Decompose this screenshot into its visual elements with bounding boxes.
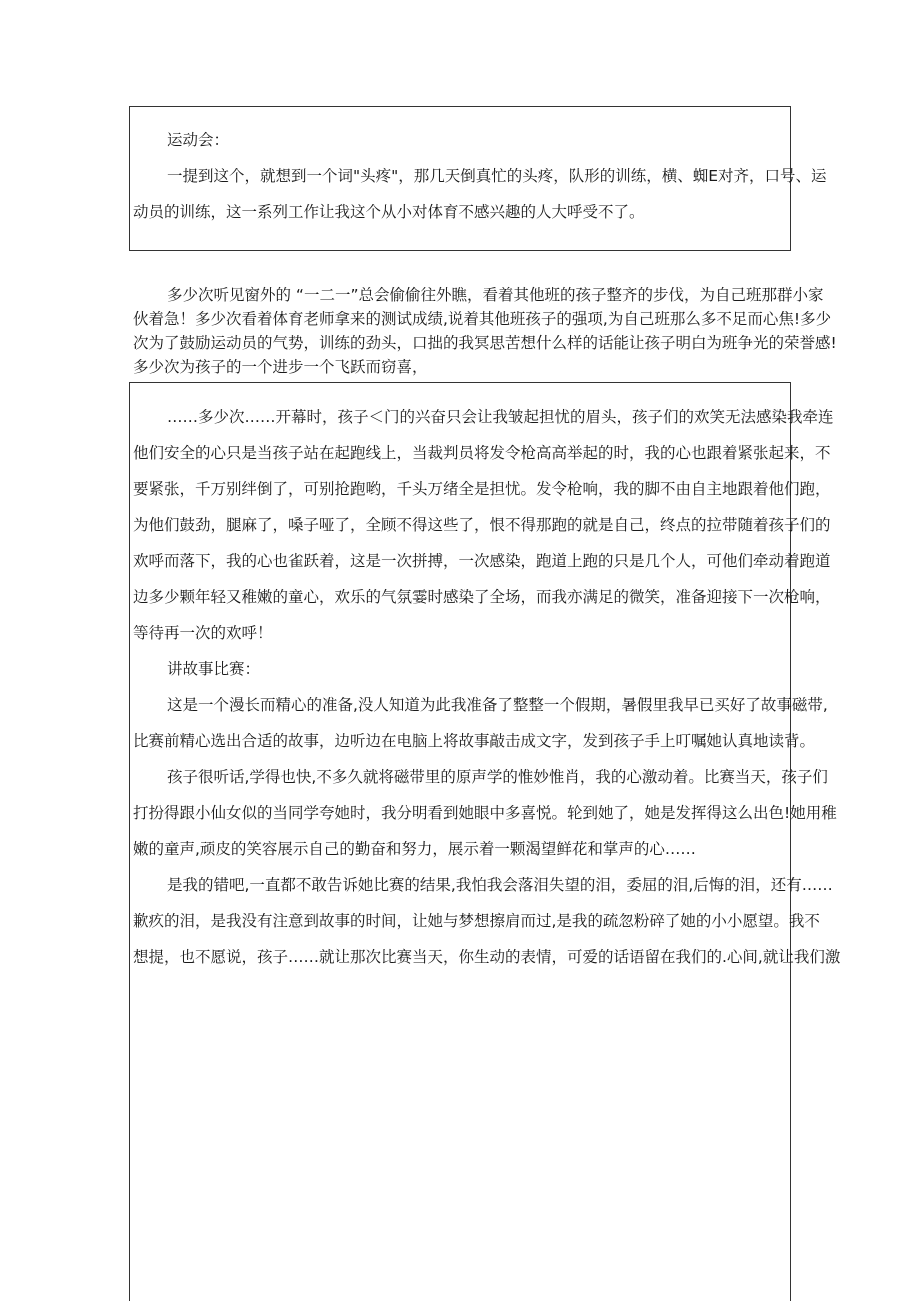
- story-line: 歉疚的泪，是我没有注意到故事的时间，让她与梦想擦肩而过,是我的疏忽粉碎了她的小小愿望。我不: [133, 912, 820, 930]
- section3-line: 他们安全的心只是当孩子站在起跑线上，当裁判员将发令枪高高举起的时，我的心也跟着紧张起来，不: [133, 444, 831, 462]
- section3-line: 边多少颗年轻又稚嫩的童心，欢乐的气氛霎时感染了全场，而我亦满足的微笑，准备迎接下一次枪响，: [133, 588, 831, 606]
- story-line: 打扮得跟小仙女似的当同学夸她时，我分明看到她眼中多喜悦。轮到她了，她是发挥得这么出色!她用稚: [133, 804, 837, 822]
- story-heading: 讲故事比赛：: [167, 660, 261, 678]
- section2-line: 多少次听见窗外的 “一二一”总会偷偷往外瞧，看着其他班的孩子整齐的步伐，为自己班那群小家: [167, 286, 824, 304]
- section2-line: 伙着急！多少次看着体育老师拿来的测试成绩,说着其他班孩子的强项,为自己班那么多不足而心焦!多少: [133, 310, 832, 328]
- section3-line: ……多少次……开幕时，孩子＜门的兴奋只会让我皱起担忧的眉头，孩子们的欢笑无法感染我牵连: [167, 408, 834, 426]
- section3-line: 等待再一次的欢呼！: [133, 624, 273, 642]
- story-line: 比赛前精心选出合适的故事，边听边在电脑上将故事敲击成文字，发到孩子手上叮嘱她认真地读背。: [133, 732, 816, 750]
- section2-text: [133, 283, 837, 379]
- section1-line: 一提到这个，就想到一个词"头疼"，那几天倒真忙的头疼，队形的训练，横、蜘E对齐，口号、运: [167, 167, 827, 185]
- section1-text: [133, 122, 827, 230]
- section1-line: 动员的训练，这一系列工作让我这个从小对体育不感兴趣的人大呼受不了。: [133, 203, 645, 221]
- story-line: 这是一个漫长而精心的准备,没人知道为此我准备了整整一个假期，暑假里我早已买好了故事磁带,: [167, 696, 828, 714]
- section3-line: 要紧张，千万别绊倒了，可别抢跑哟，千头万绪全是担忧。发令枪响，我的脚不由自主地跟着他们跑，: [133, 480, 831, 498]
- section1-heading: 运动会：: [167, 131, 230, 149]
- story-line: 想提，也不愿说，孩子……就让那次比赛当天，你生动的表情，可爱的话语留在我们的.心间,就让我们激: [133, 948, 841, 966]
- story-line: 是我的错吧,一直都不敢告诉她比赛的结果,我怕我会落泪失望的泪，委屈的泪,后悔的泪，还有……: [167, 876, 833, 894]
- section3-line: 欢呼而落下，我的心也雀跃着，这是一次拼搏，一次感染，跑道上跑的只是几个人，可他们牵动着跑道: [133, 552, 831, 570]
- story-line: 嫩的童声,顽皮的笑容展示自己的勤奋和努力，展示着一颗渴望鲜花和掌声的心……: [133, 840, 696, 858]
- section2-line: 次为了鼓励运动员的气势，训练的劲头，口拙的我冥思苦想什么样的话能让孩子明白为班争光的荣誉感!: [133, 334, 837, 352]
- story-line: 孩子很听话,学得也快,不多久就将磁带里的原声学的惟妙惟肖，我的心激动着。比赛当天，孩子们: [167, 768, 828, 786]
- section2-line: 多少次为孩子的一个进步一个飞跃而窃喜，: [133, 358, 428, 376]
- section3-line: 为他们鼓劲，腿麻了，嗓子哑了，全顾不得这些了，恨不得那跑的就是自己，终点的拉带随着孩子们的: [133, 516, 831, 534]
- section3-text: [133, 399, 840, 975]
